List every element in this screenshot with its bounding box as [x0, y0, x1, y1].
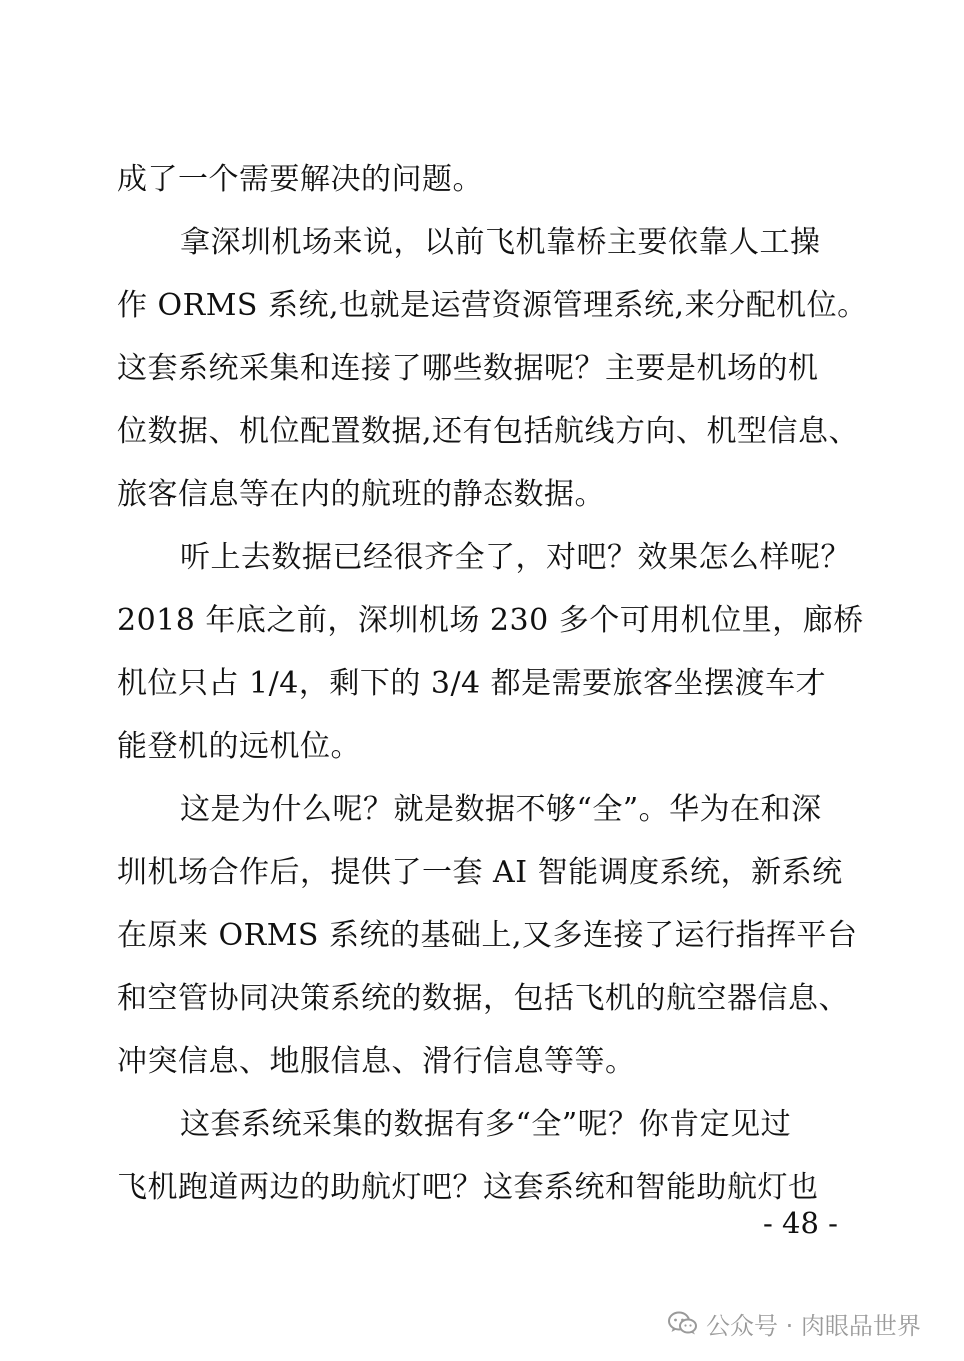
text-line: 旅客信息等在内的航班的静态数据。: [117, 477, 605, 512]
text-line: 圳机场合作后，提供了一套 AI 智能调度系统，新系统: [117, 855, 843, 890]
text-line: 成了一个需要解决的问题。: [117, 162, 483, 197]
text-line: 听上去数据已经很齐全了，对吧？效果怎么样呢？: [180, 540, 851, 575]
text-line: 飞机跑道两边的助航灯吧？这套系统和智能助航灯也: [117, 1170, 819, 1205]
watermark: [668, 1303, 921, 1343]
wechat-icon: [668, 1310, 698, 1336]
text-line: 和空管协同决策系统的数据，包括飞机的航空器信息、: [117, 981, 849, 1016]
text-line: 位数据、机位配置数据,还有包括航线方向、机型信息、: [117, 414, 860, 449]
text-line: 这是为什么呢？就是数据不够“全”。华为在和深: [180, 792, 822, 827]
text-line: 这套系统采集和连接了哪些数据呢？主要是机场的机: [117, 351, 819, 386]
text-line: 2018 年底之前，深圳机场 230 多个可用机位里，廊桥: [117, 603, 864, 638]
page-number: - 48 -: [763, 1206, 838, 1240]
text-line: 作 ORMS 系统,也就是运营资源管理系统,来分配机位。: [117, 288, 868, 323]
text-line: 拿深圳机场来说，以前飞机靠桥主要依靠人工操: [180, 225, 821, 260]
text-line: 能登机的远机位。: [117, 729, 361, 764]
text-line: 冲突信息、地服信息、滑行信息等等。: [117, 1044, 636, 1079]
text-line: 在原来 ORMS 系统的基础上,又多连接了运行指挥平台: [117, 918, 858, 953]
watermark-text: 公众号 · 肉眼品世界: [706, 1311, 921, 1340]
text-line: 这套系统采集的数据有多“全”呢？你肯定见过: [180, 1107, 792, 1142]
text-line: 机位只占 1/4，剩下的 3/4 都是需要旅客坐摆渡车才: [117, 666, 827, 701]
